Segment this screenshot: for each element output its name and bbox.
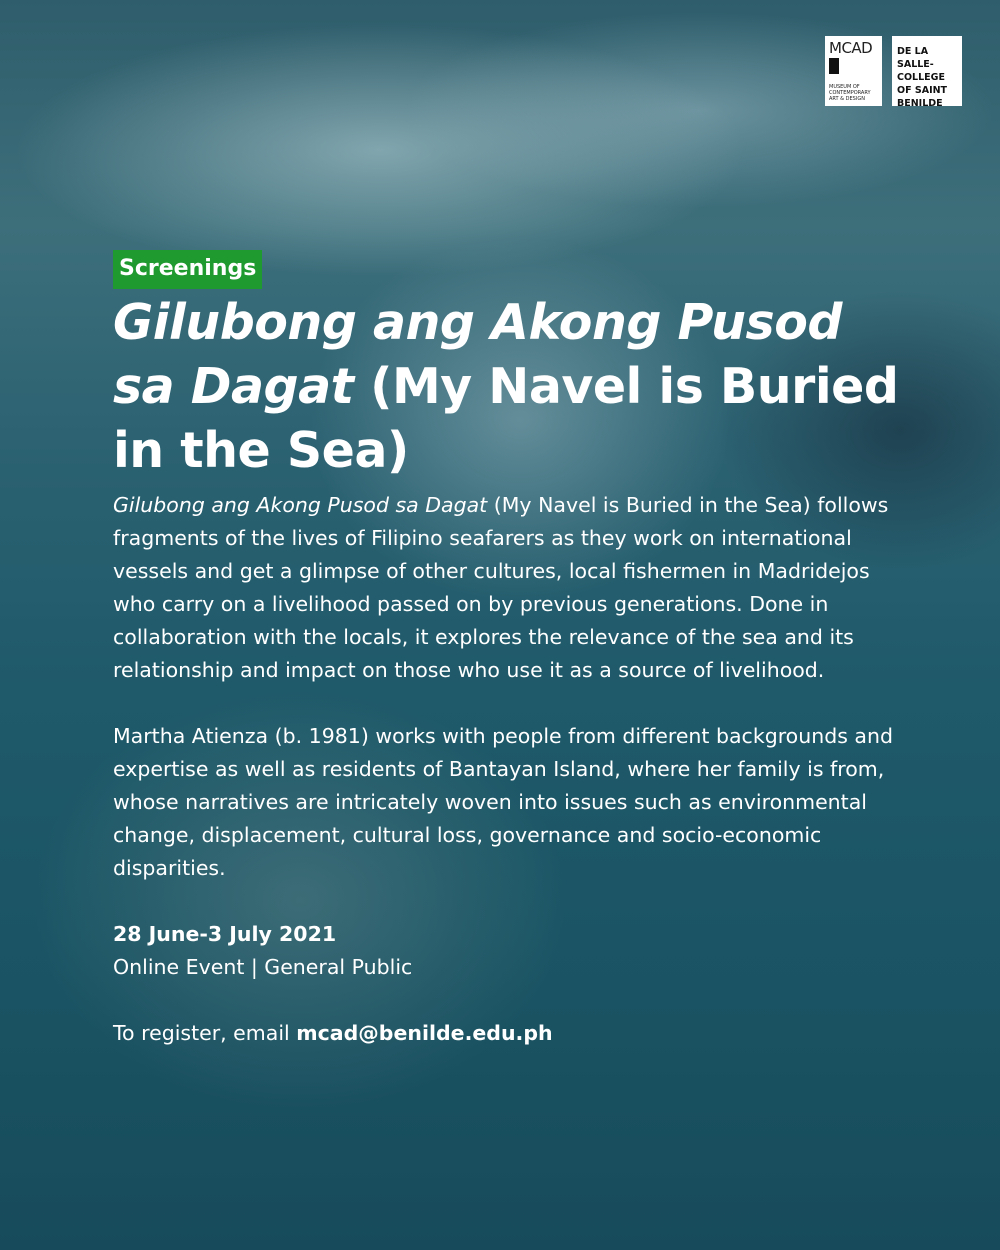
description-paragraph-2: Martha Atienza (b. 1981) works with people from different backgrounds and expertise as well as residents of Bantayan Island, where her family is from, whose narratives are intricately woven into issues such as environmental change, displacement, cultural loss, governance and socio-economic disparities. (113, 724, 893, 880)
category-tag: Screenings (113, 250, 262, 289)
dlsu-logo-line: BENILDE (897, 98, 943, 109)
description-paragraph-1 (113, 489, 903, 687)
registration-email[interactable]: mcad@benilde.edu.ph (296, 1021, 553, 1045)
film-title-inline: Gilubong ang Akong Pusod sa Dagat (113, 493, 488, 517)
spacer (113, 885, 903, 918)
event-title (113, 291, 903, 483)
mcad-logo-mark (829, 58, 839, 74)
event-title-italic: Gilubong ang Akong Pusod sa Dagat (113, 294, 842, 415)
dlsu-csb-logo (892, 36, 962, 109)
event-title-translation: (My Navel is Buried in the Sea) (113, 358, 899, 479)
event-date: 28 June-3 July 2021 (113, 922, 337, 946)
mcad-logo (825, 36, 882, 106)
dlsu-logo-line: DE LA SALLE- (897, 46, 934, 70)
registration-prefix: To register, email (113, 1021, 297, 1045)
spacer (113, 984, 903, 1017)
event-description (113, 489, 903, 1050)
dlsu-logo-line: COLLEGE (897, 72, 945, 83)
spacer (113, 687, 903, 720)
dlsu-logo-line: OF SAINT (897, 85, 948, 96)
partner-logos (825, 36, 962, 109)
description-paragraph-1-text: (My Navel is Buried in the Sea) follows fragments of the lives of Filipino seafarers as they work on international vessels and get a glimpse of other cultures, local fishermen in Madridejos who carry on a livelihood passed on by previous generations. Done in collaboration with the locals, it explores the relevance of the sea and its relationship and impact on those who use it as a source of livelihood. (113, 493, 889, 682)
mcad-logo-subtitle: MUSEUM OF CONTEMPORARY ART & DESIGN (829, 84, 871, 102)
dlsu-csb-logo-text (897, 45, 957, 110)
mcad-logo-word: MCAD (829, 39, 873, 57)
registration-line (113, 1017, 903, 1050)
poster-content (113, 250, 903, 1050)
event-details: Online Event | General Public (113, 955, 413, 979)
